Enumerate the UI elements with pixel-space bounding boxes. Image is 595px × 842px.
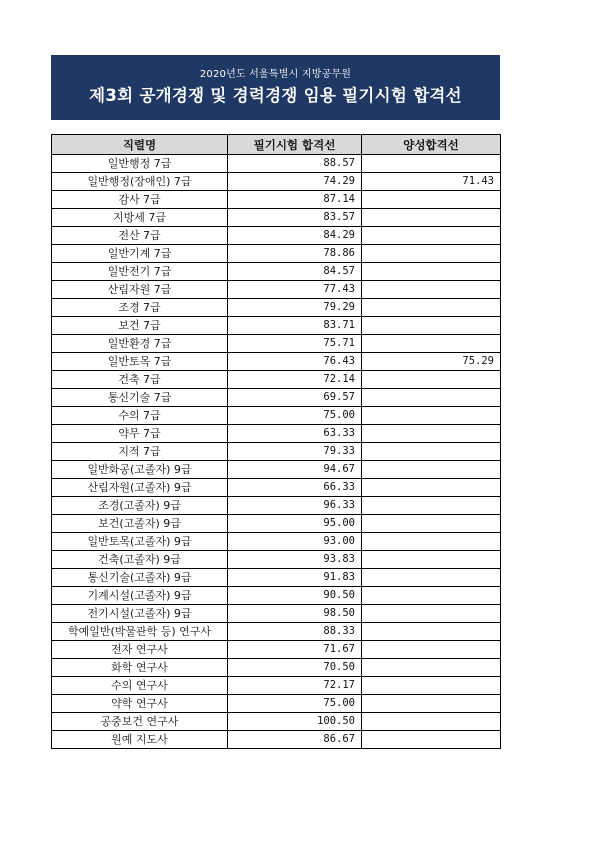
written-pass-score-cell: 77.43 — [228, 281, 362, 299]
written-pass-score-cell: 83.57 — [228, 209, 362, 227]
column-header-gender-equality-score: 양성합격선 — [362, 135, 501, 155]
table-row — [52, 155, 501, 173]
gender-equality-score-cell — [362, 605, 501, 623]
job-series-cell: 조경(고졸자) 9급 — [52, 497, 228, 515]
job-series-cell: 전자 연구사 — [52, 641, 228, 659]
table-row — [52, 425, 501, 443]
written-pass-score-cell: 66.33 — [228, 479, 362, 497]
table-row — [52, 641, 501, 659]
gender-equality-score-cell — [362, 497, 501, 515]
table-row — [52, 209, 501, 227]
written-pass-score-cell: 93.83 — [228, 551, 362, 569]
gender-equality-score-cell — [362, 281, 501, 299]
gender-equality-score-cell — [362, 317, 501, 335]
table-row — [52, 713, 501, 731]
table-row — [52, 191, 501, 209]
table-row — [52, 623, 501, 641]
table-row — [52, 353, 501, 371]
gender-equality-score-cell: 71.43 — [362, 173, 501, 191]
written-pass-score-cell: 94.67 — [228, 461, 362, 479]
written-pass-score-cell: 74.29 — [228, 173, 362, 191]
gender-equality-score-cell — [362, 641, 501, 659]
written-pass-score-cell: 79.29 — [228, 299, 362, 317]
table-row — [52, 587, 501, 605]
pass-score-table — [51, 134, 501, 749]
gender-equality-score-cell: 75.29 — [362, 353, 501, 371]
table-row — [52, 263, 501, 281]
table-row — [52, 695, 501, 713]
gender-equality-score-cell — [362, 587, 501, 605]
gender-equality-score-cell — [362, 569, 501, 587]
job-series-cell: 산림자원(고졸자) 9급 — [52, 479, 228, 497]
gender-equality-score-cell — [362, 677, 501, 695]
written-pass-score-cell: 63.33 — [228, 425, 362, 443]
job-series-cell: 기계시설(고졸자) 9급 — [52, 587, 228, 605]
gender-equality-score-cell — [362, 299, 501, 317]
table-row — [52, 731, 501, 749]
table-row — [52, 389, 501, 407]
job-series-cell: 전산 7급 — [52, 227, 228, 245]
job-series-cell: 일반행정 7급 — [52, 155, 228, 173]
job-series-cell: 약무 7급 — [52, 425, 228, 443]
table-row — [52, 605, 501, 623]
job-series-cell: 전기시설(고졸자) 9급 — [52, 605, 228, 623]
table-row — [52, 371, 501, 389]
job-series-cell: 원예 지도사 — [52, 731, 228, 749]
job-series-cell: 산림자원 7급 — [52, 281, 228, 299]
job-series-cell: 보건 7급 — [52, 317, 228, 335]
job-series-cell: 수의 연구사 — [52, 677, 228, 695]
gender-equality-score-cell — [362, 371, 501, 389]
gender-equality-score-cell — [362, 155, 501, 173]
job-series-cell: 지적 7급 — [52, 443, 228, 461]
job-series-cell: 화학 연구사 — [52, 659, 228, 677]
table-row — [52, 479, 501, 497]
table-row — [52, 245, 501, 263]
table-row — [52, 497, 501, 515]
gender-equality-score-cell — [362, 461, 501, 479]
table-row — [52, 659, 501, 677]
table-row — [52, 299, 501, 317]
gender-equality-score-cell — [362, 263, 501, 281]
gender-equality-score-cell — [362, 335, 501, 353]
job-series-cell: 일반화공(고졸자) 9급 — [52, 461, 228, 479]
gender-equality-score-cell — [362, 389, 501, 407]
written-pass-score-cell: 72.14 — [228, 371, 362, 389]
job-series-cell: 감사 7급 — [52, 191, 228, 209]
table-row — [52, 335, 501, 353]
table-row — [52, 227, 501, 245]
gender-equality-score-cell — [362, 407, 501, 425]
gender-equality-score-cell — [362, 695, 501, 713]
table-row — [52, 677, 501, 695]
job-series-cell: 조경 7급 — [52, 299, 228, 317]
table-row — [52, 569, 501, 587]
table-row — [52, 533, 501, 551]
written-pass-score-cell: 70.50 — [228, 659, 362, 677]
written-pass-score-cell: 86.67 — [228, 731, 362, 749]
written-pass-score-cell: 84.29 — [228, 227, 362, 245]
job-series-cell: 건축 7급 — [52, 371, 228, 389]
job-series-cell: 공중보건 연구사 — [52, 713, 228, 731]
table-row — [52, 551, 501, 569]
table-body — [52, 155, 501, 749]
job-series-cell: 일반행정(장애인) 7급 — [52, 173, 228, 191]
job-series-cell: 약학 연구사 — [52, 695, 228, 713]
job-series-cell: 건축(고졸자) 9급 — [52, 551, 228, 569]
job-series-cell: 수의 7급 — [52, 407, 228, 425]
gender-equality-score-cell — [362, 479, 501, 497]
gender-equality-score-cell — [362, 191, 501, 209]
job-series-cell: 일반토목 7급 — [52, 353, 228, 371]
gender-equality-score-cell — [362, 551, 501, 569]
gender-equality-score-cell — [362, 713, 501, 731]
table-row — [52, 443, 501, 461]
gender-equality-score-cell — [362, 443, 501, 461]
written-pass-score-cell: 88.33 — [228, 623, 362, 641]
written-pass-score-cell: 71.67 — [228, 641, 362, 659]
written-pass-score-cell: 87.14 — [228, 191, 362, 209]
job-series-cell: 일반환경 7급 — [52, 335, 228, 353]
job-series-cell: 일반토목(고졸자) 9급 — [52, 533, 228, 551]
job-series-cell: 일반전기 7급 — [52, 263, 228, 281]
table-row — [52, 317, 501, 335]
gender-equality-score-cell — [362, 245, 501, 263]
job-series-cell: 학예일반(박물관학 등) 연구사 — [52, 623, 228, 641]
document-title: 제3회 공개경쟁 및 경력경쟁 임용 필기시험 합격선 — [89, 86, 462, 105]
written-pass-score-cell: 72.17 — [228, 677, 362, 695]
gender-equality-score-cell — [362, 533, 501, 551]
job-series-cell: 보건(고졸자) 9급 — [52, 515, 228, 533]
table-header-row — [52, 135, 501, 155]
written-pass-score-cell: 91.83 — [228, 569, 362, 587]
gender-equality-score-cell — [362, 623, 501, 641]
written-pass-score-cell: 78.86 — [228, 245, 362, 263]
written-pass-score-cell: 75.00 — [228, 407, 362, 425]
written-pass-score-cell: 100.50 — [228, 713, 362, 731]
written-pass-score-cell: 98.50 — [228, 605, 362, 623]
gender-equality-score-cell — [362, 731, 501, 749]
table-row — [52, 515, 501, 533]
written-pass-score-cell: 93.00 — [228, 533, 362, 551]
job-series-cell: 지방세 7급 — [52, 209, 228, 227]
written-pass-score-cell: 79.33 — [228, 443, 362, 461]
column-header-job-series: 직렬명 — [52, 135, 228, 155]
table-row — [52, 407, 501, 425]
column-header-written-pass-score: 필기시험 합격선 — [228, 135, 362, 155]
written-pass-score-cell: 84.57 — [228, 263, 362, 281]
written-pass-score-cell: 96.33 — [228, 497, 362, 515]
job-series-cell: 일반기계 7급 — [52, 245, 228, 263]
table-row — [52, 281, 501, 299]
table-row — [52, 461, 501, 479]
written-pass-score-cell: 76.43 — [228, 353, 362, 371]
job-series-cell: 통신기술(고졸자) 9급 — [52, 569, 228, 587]
job-series-cell: 통신기술 7급 — [52, 389, 228, 407]
gender-equality-score-cell — [362, 515, 501, 533]
written-pass-score-cell: 75.71 — [228, 335, 362, 353]
gender-equality-score-cell — [362, 425, 501, 443]
written-pass-score-cell: 75.00 — [228, 695, 362, 713]
document-subtitle: 2020년도 서울특별시 지방공무원 — [199, 69, 352, 80]
gender-equality-score-cell — [362, 659, 501, 677]
written-pass-score-cell: 95.00 — [228, 515, 362, 533]
gender-equality-score-cell — [362, 227, 501, 245]
table-row — [52, 173, 501, 191]
written-pass-score-cell: 88.57 — [228, 155, 362, 173]
written-pass-score-cell: 69.57 — [228, 389, 362, 407]
written-pass-score-cell: 83.71 — [228, 317, 362, 335]
gender-equality-score-cell — [362, 209, 501, 227]
title-banner — [51, 55, 500, 120]
written-pass-score-cell: 90.50 — [228, 587, 362, 605]
